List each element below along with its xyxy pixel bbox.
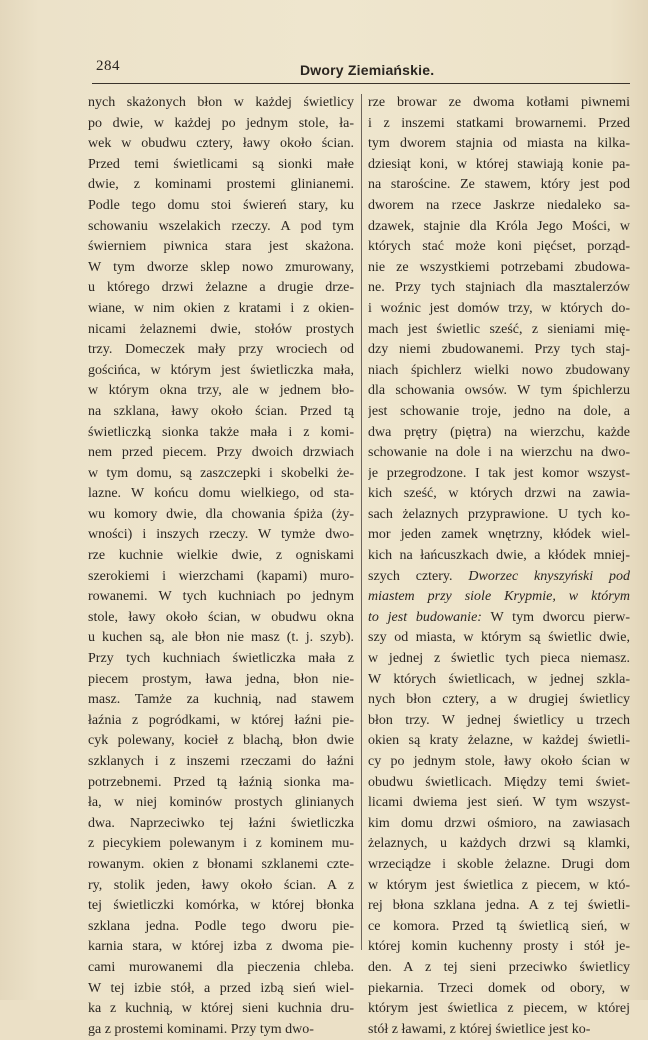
left-text-column: [88, 93, 354, 1040]
text-line: trzy. Domeczek mały przy wrociech od: [88, 342, 354, 358]
text-line: nie ze wszystkiemi potrzebami zbudowa-: [368, 259, 630, 275]
text-line: nych skażonych błon w każdej świetlicy: [88, 95, 354, 110]
text-line: kich na łańcuszkach dwie, a kłódek mniej-: [368, 548, 630, 564]
text-line: szy od miasta, w którym są świetlic dwie,: [368, 630, 630, 646]
text-line: nych błon cztery, a w drugiej świetlicy: [368, 692, 630, 708]
text-line: ne. Przy tych stajniach dla masztalerzów: [368, 280, 630, 296]
text-line: piekarnia. Trzeci domek od obory, w: [368, 980, 630, 996]
text-line: dziesiąt koni, w której stawiają konie pa-: [368, 156, 630, 172]
text-line: wiane, w nim okien z kratami i z okien-: [88, 300, 354, 316]
text-line: cami murowanemi dla pieczenia chleba.: [88, 959, 354, 975]
text-line: szklanych i z inszemi rzeczami do łaźni: [88, 754, 354, 769]
text-line: ka z kuchnią, w której sieni kuchnia dru-: [88, 1001, 354, 1017]
text-line: nicami żelaznemi dwie, stołów prostych: [88, 321, 354, 337]
text-line: dwie, z kominami prostemi glinianemi.: [88, 177, 354, 193]
text-line: wek w obudwu cztery, ławy około ścian.: [88, 136, 354, 152]
text-line: błon trzy. W jednej świetlicy u trzech: [368, 712, 630, 728]
text-line: po dwie, w każdej po jednym stole, ła-: [88, 115, 354, 131]
text-line: licami dwiema jest sień. W tym wszyst-: [368, 795, 630, 811]
text-line: cy po jednym stole, ławy około ścian w: [368, 754, 630, 769]
text-line: rowanym. okien z błonami szklanemi czte-: [88, 856, 354, 872]
text-line: i woźnic jest domów trzy, w których do-: [368, 300, 630, 316]
text-line: niach śpichlerz wielki nowo zbudowany: [368, 362, 630, 378]
text-line: u którego drzwi żelazne a drugie drze-: [88, 280, 354, 296]
header-rule: [92, 83, 630, 84]
text-line: obudwu świetlicach. Między temi świet-: [368, 774, 630, 790]
text-line: których stać może koni pięćset, porząd-: [368, 239, 630, 255]
text-line: Przy tych kuchniach świetliczka mała z: [88, 651, 354, 667]
text-line: ła, w niej kominów prostych glinianych: [88, 795, 354, 811]
text-line: schowanie na dole i na wierzchu na dwo-: [368, 445, 630, 461]
text-line: w którym okna trzy, ale w jednem bło-: [88, 383, 354, 399]
text-line: rowanemi. W tych kuchniach po jednym: [88, 589, 354, 605]
text-line: dworem na rzece Jaskrze niedaleko sa-: [368, 197, 630, 213]
text-line: na starościne. Ze stawem, który jest pod: [368, 177, 630, 193]
text-line: to jest budowanie: W tym dworcu pierw-: [368, 609, 630, 625]
text-line: stół z ławami, z której świetlice jest ko-: [368, 1021, 591, 1037]
text-line: którym jest świetlica z piecem, w której: [368, 1001, 630, 1017]
text-line: W tej izbie stół, a przed izbą sień wiel-: [88, 980, 354, 996]
text-line: potrzebnemi. Przed tą łaźnią sionka ma-: [88, 774, 354, 790]
text-line: świerniem piwnica stara jest skażona.: [88, 239, 354, 255]
text-line: nem przed piecem. Przy dwoich drzwiach: [88, 445, 354, 461]
text-line: piecem prostym, ława jedna, błon nie-: [88, 671, 354, 687]
text-line: gościńca, w którym jest świetliczka mała,: [88, 362, 354, 378]
text-line: której komin kuchenny prosty i stół je-: [368, 939, 630, 955]
text-line: na szklana, ławy około ścian. Przed tą: [88, 403, 354, 419]
text-line: mach jest świetlic sześć, z sieniami mię-: [368, 321, 630, 337]
text-line: tym dworem stajnia od miasta na kilka-: [368, 136, 630, 152]
text-line: w tym domu, są zaszczepki i skobelki że-: [88, 465, 354, 481]
italic-place-name: Dworzec knyszyński pod: [468, 568, 630, 584]
text-line: wności) i inszych rzeczy. W tymże dwo-: [88, 527, 354, 543]
text-line: stole, ławy około ścian, w obudwu okna: [88, 609, 354, 625]
text-line: u kuchen są, ale błon nie masz (t. j. szyb).: [88, 630, 354, 646]
text-line: kich sześć, w których drzwi na zawia-: [368, 486, 630, 502]
text-line: schowaniu wszelakich rzeczy. A pod tym: [88, 218, 354, 234]
text-line: dwa prętry (piętra) na wierzchu, każde: [368, 424, 630, 440]
text-line: z piecykiem polewanym i z kominem mu-: [88, 836, 354, 852]
page-number: 284: [96, 58, 120, 74]
column-divider: [361, 94, 362, 950]
text-line: jest schowanie troje, jedno na dole, a: [368, 403, 630, 419]
running-header-title: Dwory Ziemiańskie.: [300, 62, 435, 78]
text-line: w jednej z świetlic tych pieca niemasz.: [368, 651, 630, 667]
text-line: wrzeciądze i skoble żelazne. Drugi dom: [368, 856, 630, 872]
text-line: Podle tego domu stoi świereń stary, ku: [88, 197, 354, 213]
text-line: den. A z tej sieni przeciwko świetlicy: [368, 959, 630, 975]
text-line: miastem przy siole Krypmie, w którym: [368, 589, 630, 605]
text-line: ry, stolik jeden, ławy około ścian. A z: [88, 877, 354, 893]
text-line: tej świetliczki komórka, w której błonka: [88, 898, 354, 914]
text-line: dwa. Naprzeciwko tej łaźni świetliczka: [88, 815, 354, 831]
text-line: szerokiemi i wierzchami (kapami) muro-: [88, 568, 354, 584]
text-line: w którym jest świetlica z piecem, w któ-: [368, 877, 630, 893]
italic-place-name: to jest budowanie:: [368, 609, 482, 625]
text-line: sach żelaznych przyprawione. U tych ko-: [368, 506, 630, 522]
text-line: karnia stara, w której izba z dwoma pie-: [88, 939, 354, 955]
text-line: szklana jedna. Podle tego dworu pie-: [88, 918, 354, 934]
text-line: i z inszemi statkami browarnemi. Przed: [368, 115, 630, 131]
text-line: kim domu drzwi ośmioro, na zawiasach: [368, 815, 630, 831]
right-text-column: [368, 93, 630, 1040]
text-line: W których świetlicach, w jednej szkla-: [368, 671, 630, 687]
text-line: wu komory dwie, dla chowania śpiża (ży-: [88, 506, 354, 522]
text-line: masz. Tamże za kuchnią, nad stawem: [88, 692, 354, 708]
text-line: dzy niemi zbudowanemi. Przy tych staj-: [368, 342, 630, 358]
text-line: Przed temi świetlicami są sionki małe: [88, 156, 354, 172]
text-line: mor jeden zamek wnętrzny, kłódek wiel-: [368, 527, 630, 543]
text-line: W tym dworze sklep nowo zmurowany,: [88, 259, 354, 275]
text-line: łaźnia z pogródkami, w której łaźni pie-: [88, 712, 354, 728]
text-line: dla schowania owsów. W tym śpichlerzu: [368, 383, 630, 399]
text-line: cyk polewany, kocieł z blachą, błon dwie: [88, 733, 354, 749]
text-line: okien są kraty żelazne, w każdej świetli-: [368, 733, 630, 749]
text-line: szych cztery. Dworzec knyszyński pod: [368, 568, 630, 584]
text-line: je przegrodzone. I tak jest komor wszyst-: [368, 465, 630, 481]
text-line: żelaznych, u każdych drzwi są klamki,: [368, 836, 630, 852]
text-line: lazne. W końcu domu wielkiego, od sta-: [88, 486, 354, 502]
text-line: rej błona szklana jedna. A z tej świetli-: [368, 898, 630, 914]
text-line: rze browar ze dwoma kotłami piwnemi: [368, 95, 630, 110]
text-line: świetliczką sionka także mała i z komi-: [88, 424, 354, 440]
text-line: rze kuchnie wielkie dwie, z ogniskami: [88, 548, 354, 564]
text-line: ce komora. Przed tą świetlicą sień, w: [368, 918, 630, 934]
text-line: ga z prostemi kominami. Przy tym dwo-: [88, 1021, 314, 1037]
text-line: dzawek, stajnie dla Króla Jego Mości, w: [368, 218, 630, 234]
